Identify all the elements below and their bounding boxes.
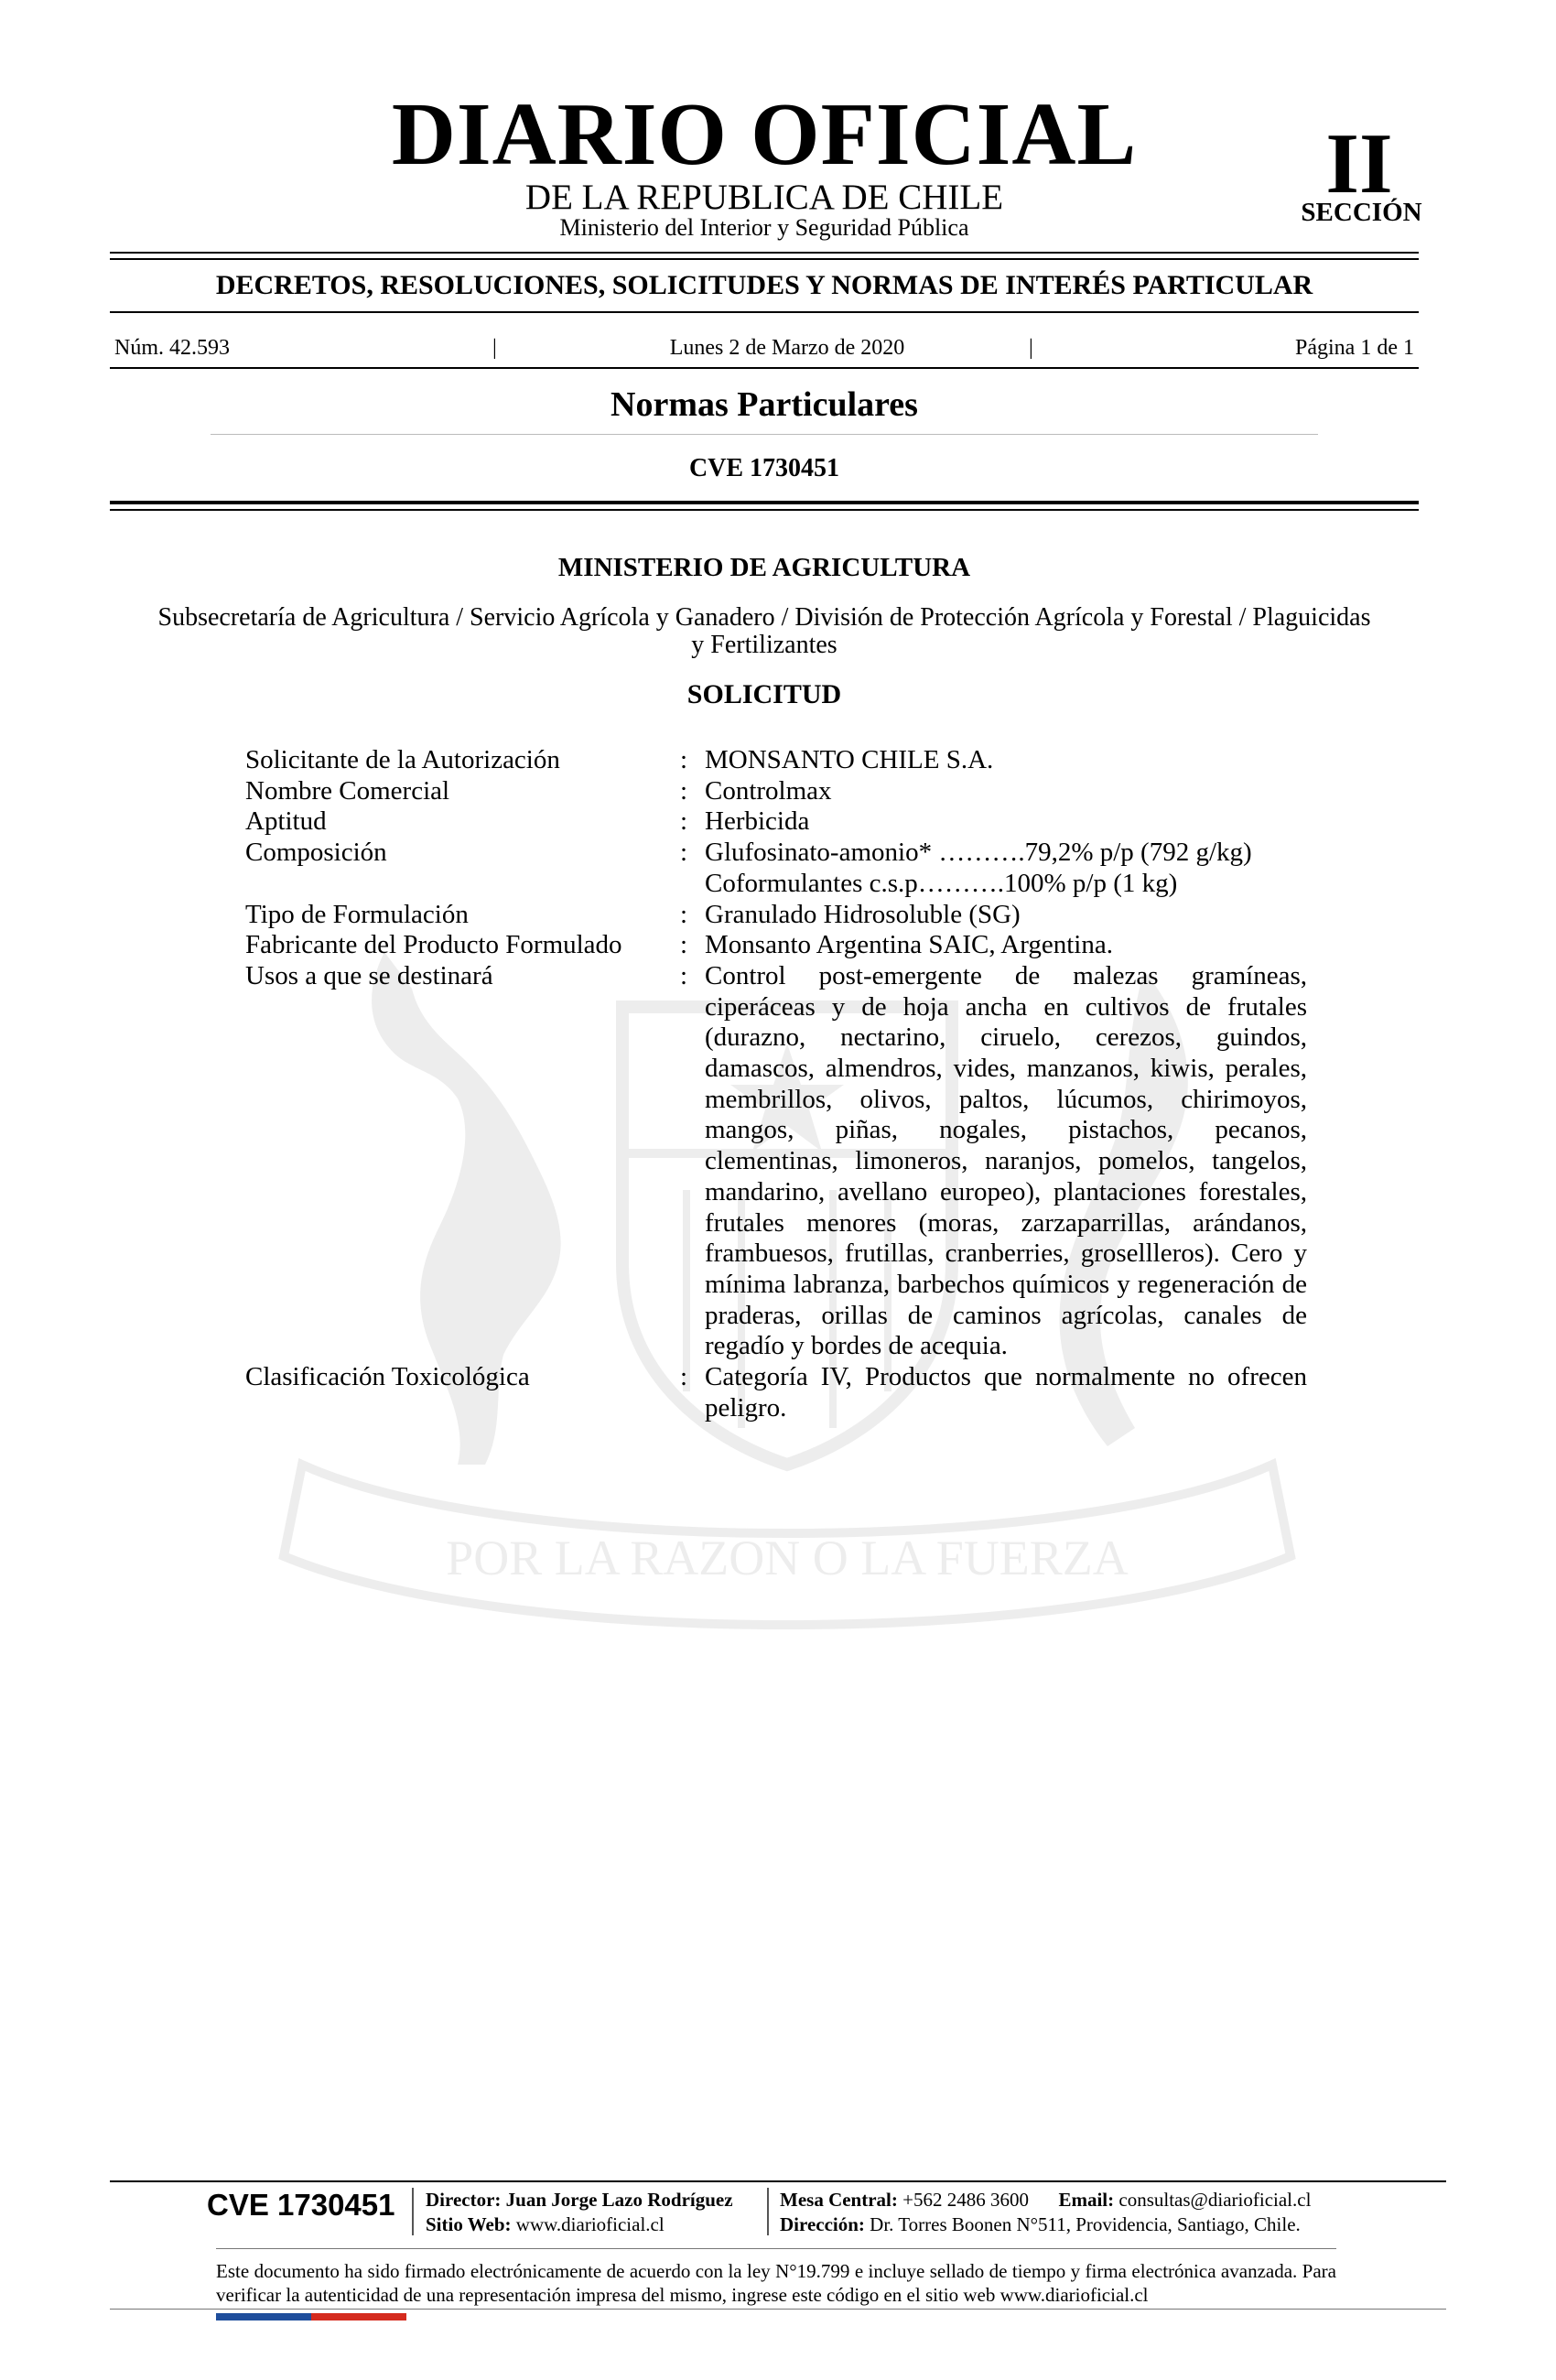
field-value: Monsanto Argentina SAIC, Argentina. bbox=[705, 930, 1113, 960]
footer-rule-bottom bbox=[110, 2309, 1446, 2310]
issue-rule-bottom bbox=[110, 367, 1419, 369]
field-row bbox=[245, 806, 1307, 838]
field-label: Clasificación Toxicológica bbox=[245, 1362, 530, 1392]
composition-line: Coformulantes c.s.p……….100% p/p (1 kg) bbox=[705, 868, 1178, 898]
footer-phone-line bbox=[780, 2188, 1347, 2212]
footer-director-block bbox=[426, 2188, 764, 2237]
field-row bbox=[245, 930, 1307, 961]
footer-email-link[interactable]: consultas@diarioficial.cl bbox=[1118, 2189, 1312, 2211]
field-value: Controlmax bbox=[705, 775, 832, 806]
footer-rule-top bbox=[110, 2180, 1446, 2182]
footer-director-label: Director: bbox=[426, 2189, 502, 2211]
field-colon: : bbox=[680, 806, 688, 837]
field-colon: : bbox=[680, 1362, 688, 1392]
field-colon: : bbox=[680, 960, 688, 990]
footer-phone-label: Mesa Central: bbox=[780, 2189, 898, 2211]
field-label: Usos a que se destinará bbox=[245, 960, 493, 990]
field-value bbox=[705, 838, 1307, 899]
footer-rule-mid bbox=[216, 2248, 1336, 2249]
field-value: Herbicida bbox=[705, 806, 810, 837]
footer-phone-value: +562 2486 3600 bbox=[902, 2189, 1029, 2211]
field-value: Categoría IV, Productos que normalmente no ofrecen peligro. bbox=[705, 1362, 1307, 1423]
ministry-heading: MINISTERIO DE AGRICULTURA bbox=[557, 553, 971, 582]
footer-contact-block bbox=[780, 2188, 1347, 2237]
newspaper-subtitle: DE LA REPUBLICA DE CHILE bbox=[524, 178, 1004, 217]
watermark-motto: POR LA RAZON O LA FUERZA bbox=[446, 1531, 1129, 1585]
title-underline bbox=[211, 434, 1318, 435]
footer-director-line bbox=[426, 2188, 764, 2212]
field-label: Tipo de Formulación bbox=[245, 899, 469, 929]
issue-separator: | bbox=[492, 336, 497, 360]
cve-code: CVE 1730451 bbox=[688, 454, 840, 482]
issue-number: Núm. 42.593 bbox=[114, 336, 230, 360]
issue-date: Lunes 2 de Marzo de 2020 bbox=[669, 336, 905, 360]
field-row bbox=[245, 838, 1307, 899]
footer-web-line bbox=[426, 2212, 764, 2237]
newspaper-ministry: Ministerio del Interior y Seguridad Pública bbox=[559, 214, 969, 241]
masthead-rule-top bbox=[110, 252, 1419, 254]
section-numeral: II bbox=[1325, 116, 1393, 211]
section-banner: DECRETOS, RESOLUCIONES, SOLICITUDES Y NORMAS DE INTERÉS PARTICULAR bbox=[215, 270, 1313, 300]
issue-row bbox=[110, 334, 1419, 362]
field-colon: : bbox=[680, 899, 688, 929]
field-label: Aptitud bbox=[245, 806, 327, 837]
issue-separator: | bbox=[1029, 336, 1033, 360]
field-row bbox=[245, 776, 1307, 807]
field-row bbox=[245, 900, 1307, 931]
footer-cve-code: CVE 1730451 bbox=[207, 2188, 395, 2222]
footer-web-label: Sitio Web: bbox=[426, 2213, 512, 2235]
field-label: Solicitante de la Autorización bbox=[245, 745, 560, 774]
field-label: Nombre Comercial bbox=[245, 775, 450, 806]
field-colon: : bbox=[680, 930, 688, 960]
footer-director-name: Juan Jorge Lazo Rodríguez bbox=[505, 2189, 733, 2211]
footer-divider bbox=[767, 2188, 769, 2235]
flag-stripe-blue bbox=[216, 2313, 311, 2320]
solicitud-fields bbox=[245, 745, 1307, 1423]
section-label: SECCIÓN bbox=[1301, 198, 1422, 227]
field-row bbox=[245, 961, 1307, 1362]
issue-page: Página 1 de 1 bbox=[1295, 336, 1414, 360]
signature-notice: Este documento ha sido firmado electrónicamente de acuerdo con la ley N°19.799 e incluye sellado de tiempo y firma electrónica avanzada. Para verificar la autenticidad de una representación impresa del mismo, ingrese este código en el sitio web www.diarioficial.cl bbox=[216, 2260, 1336, 2306]
field-colon: : bbox=[680, 745, 688, 774]
header-rule-thick bbox=[110, 501, 1419, 504]
footer-web-link[interactable]: www.diarioficial.cl bbox=[515, 2213, 665, 2235]
subsecretaria-text: Subsecretaría de Agricultura / Servicio Agrícola y Ganadero / División de Protección Agrícola y Forestal / Plaguicidas y Fertilizantes bbox=[157, 603, 1371, 659]
field-label: Composición bbox=[245, 838, 387, 868]
footer-address-value: Dr. Torres Boonen N°511, Providencia, Santiago, Chile. bbox=[870, 2213, 1301, 2235]
composition-line: Glufosinato-amonio* ……….79,2% p/p (792 g/kg) bbox=[705, 838, 1252, 868]
masthead-rule-top-2 bbox=[110, 258, 1419, 260]
solicitud-heading: SOLICITUD bbox=[686, 679, 842, 709]
field-colon: : bbox=[680, 775, 688, 806]
document-title: Normas Particulares bbox=[611, 385, 918, 424]
footer-address-line bbox=[780, 2212, 1347, 2237]
flag-stripe-red bbox=[311, 2313, 406, 2320]
footer-address-label: Dirección: bbox=[780, 2213, 865, 2235]
footer-divider bbox=[412, 2188, 414, 2235]
field-value: Control post-emergente de malezas gramíneas, ciperáceas y de hoja ancha en cultivos de frutales (durazno, nectarino, ciruelo, cerezos, guindos, damascos, almendros, vides, manzanos, kiwis, perales, membrillos, olivos, paltos, lúcumos, chirimoyos, mangos, piñas, nogales, pistachos, pecanos, clementinas, limoneros, naranjos, pomelos, tangelos, mandarino, avellano europeo), plantaciones forestales, frutales menores (moras, zarzaparrillas, arándanos, frambuesos, frutillas, cranberries, grosellleros). Cero y mínima labranza, barbechos químicos y regeneración de praderas, orillas de caminos agrícolas, canales de regadío y bordes de acequia. bbox=[705, 960, 1307, 1361]
field-row bbox=[245, 1362, 1307, 1423]
footer-email-label: Email: bbox=[1058, 2189, 1115, 2211]
newspaper-title: DIARIO OFICIAL bbox=[391, 85, 1138, 183]
field-value: MONSANTO CHILE S.A. bbox=[705, 745, 994, 774]
field-colon: : bbox=[680, 838, 688, 868]
field-label: Fabricante del Producto Formulado bbox=[245, 930, 622, 960]
banner-rule-bottom bbox=[110, 311, 1419, 313]
field-row bbox=[245, 745, 1307, 776]
header-rule-thin bbox=[110, 509, 1419, 511]
field-value: Granulado Hidrosoluble (SG) bbox=[705, 899, 1021, 929]
